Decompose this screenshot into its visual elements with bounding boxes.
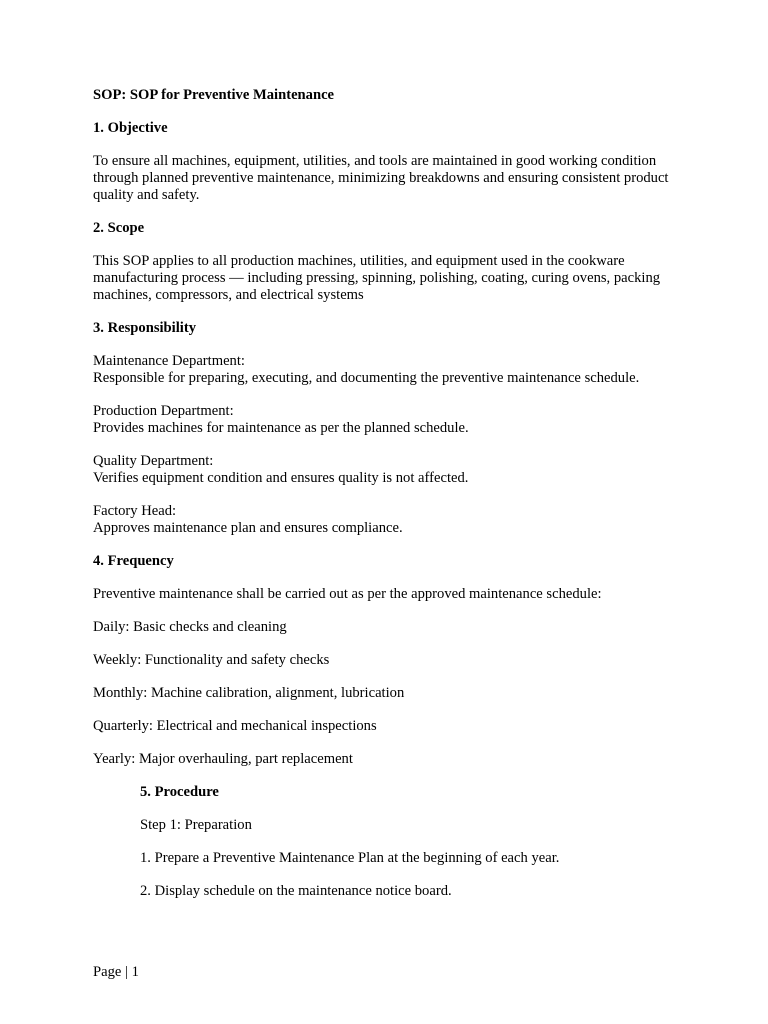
procedure-heading: 5. Procedure <box>140 784 219 800</box>
responsibility-item <box>93 403 693 437</box>
page-footer <box>93 964 139 981</box>
scope-heading: 2. Scope <box>93 220 145 236</box>
responsibility-title: Quality Department: <box>93 453 214 469</box>
procedure-step: 2. Display schedule on the maintenance notice board. <box>140 883 452 899</box>
responsibility-desc: Responsible for preparing, executing, and documenting the preventive maintenance schedule. <box>93 370 640 386</box>
responsibility-desc: Verifies equipment condition and ensures quality is not affected. <box>93 470 469 486</box>
page-number: Page | 1 <box>93 964 139 980</box>
document-title: SOP: SOP for Preventive Maintenance <box>93 87 335 103</box>
responsibility-title: Factory Head: <box>93 503 177 519</box>
frequency-item: Daily: Basic checks and cleaning <box>93 619 287 635</box>
document-body <box>93 87 693 916</box>
frequency-item: Quarterly: Electrical and mechanical inspections <box>93 718 377 734</box>
responsibility-title: Maintenance Department: <box>93 353 245 369</box>
objective-heading: 1. Objective <box>93 120 168 136</box>
responsibility-desc: Approves maintenance plan and ensures compliance. <box>93 520 403 536</box>
frequency-heading: 4. Frequency <box>93 553 174 569</box>
procedure-step: 1. Prepare a Preventive Maintenance Plan at the beginning of each year. <box>140 850 560 866</box>
scope-text: This SOP applies to all production machines, utilities, and equipment used in the cookware manufacturing process — including pressing, spinning, polishing, coating, curing ovens, packing machines, compressors, and electrical systems <box>93 253 661 303</box>
responsibility-item <box>93 503 693 537</box>
responsibility-desc: Provides machines for maintenance as per the planned schedule. <box>93 420 469 436</box>
responsibility-item <box>93 453 693 487</box>
responsibility-item <box>93 353 693 387</box>
responsibility-title: Production Department: <box>93 403 234 419</box>
frequency-item: Weekly: Functionality and safety checks <box>93 652 330 668</box>
frequency-item: Monthly: Machine calibration, alignment, lubrication <box>93 685 405 701</box>
frequency-item: Yearly: Major overhauling, part replacement <box>93 751 353 767</box>
objective-text: To ensure all machines, equipment, utilities, and tools are maintained in good working condition through planned preventive maintenance, minimizing breakdowns and ensuring consistent product quality and safety. <box>93 153 669 203</box>
procedure-step-title: Step 1: Preparation <box>140 817 252 833</box>
responsibility-heading: 3. Responsibility <box>93 320 196 336</box>
frequency-intro: Preventive maintenance shall be carried out as per the approved maintenance schedule: <box>93 586 602 602</box>
